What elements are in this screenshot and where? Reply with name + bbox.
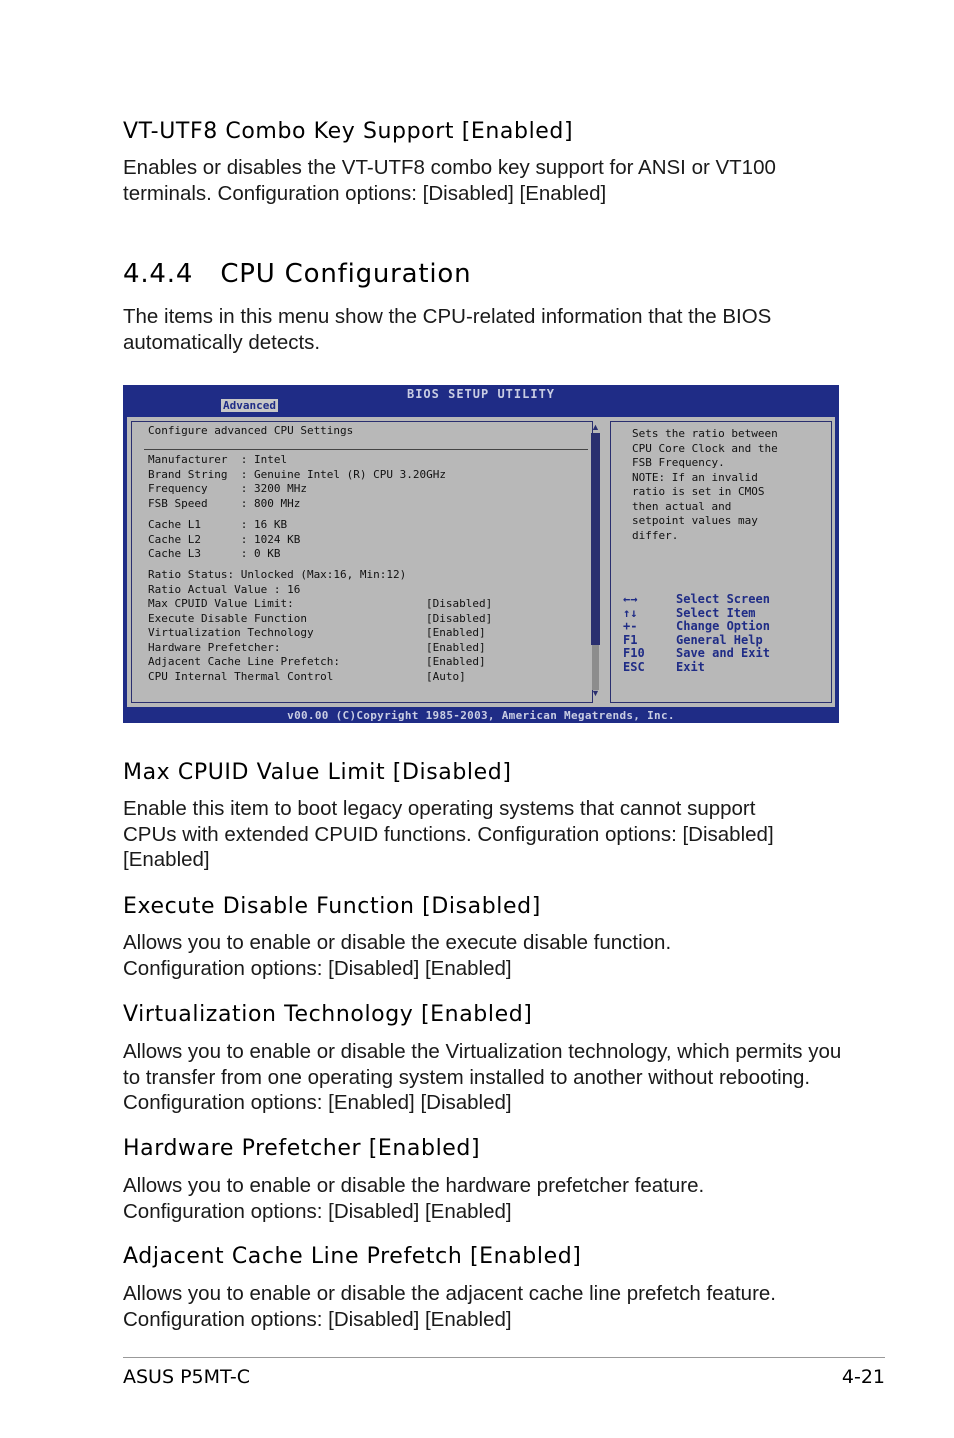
bios-key-list: ←→ ↑↓ +- F1 F10 ESC — [623, 592, 645, 674]
bios-setting-label: Max CPUID Value Limit: — [148, 597, 294, 610]
bios-copyright: v00.00 (C)Copyright 1985-2003, American Megatrends, Inc. — [287, 709, 675, 722]
bios-setting-row[interactable] — [148, 626, 588, 641]
section-heading-execute-disable: Execute Disable Function [Disabled] — [123, 894, 541, 919]
bios-setting-value: [Disabled] — [426, 611, 493, 625]
bios-body — [127, 417, 835, 707]
bios-cpu-info: Manufacturer : Intel Brand String : Genuine Intel (R) CPU 3.20GHz Frequency : 3200 MHz FSB Speed : 800 MHz — [148, 453, 447, 510]
bios-help-panel — [610, 421, 832, 703]
bios-setting-value: [Auto] — [426, 669, 466, 683]
footer-rule — [123, 1357, 885, 1358]
bios-setting-label: Adjacent Cache Line Prefetch: — [148, 655, 341, 668]
bios-setting-row[interactable] — [148, 612, 588, 627]
bios-settings-list — [148, 597, 588, 684]
bios-setting-value: [Enabled] — [426, 655, 486, 668]
bios-setting-label: Execute Disable Function — [148, 611, 307, 625]
bios-setting-row[interactable] — [148, 655, 588, 670]
section-body-vt-utf8: Enables or disables the VT-UTF8 combo key support for ANSI or VT100 terminals. Configuration options: [Disabled] [Enabled] — [123, 156, 776, 205]
bios-cache-info: Cache L1 : 16 KB Cache L2 : 1024 KB Cache L3 : 0 KB — [148, 518, 301, 560]
bios-panel-header: Configure advanced CPU Settings — [148, 424, 354, 437]
bios-setting-value: [Enabled] — [426, 640, 486, 654]
section-body-execute-disable: Allows you to enable or disable the execute disable function. Configuration options: [Disabled] [Enabled] — [123, 931, 672, 980]
bios-help-text: Sets the ratio between CPU Core Clock and the FSB Frequency. NOTE: If an invalid ratio is set in CMOS then actual and setpoint values may differ. — [632, 427, 778, 542]
section-heading-max-cpuid: Max CPUID Value Limit [Disabled] — [123, 760, 512, 785]
bios-setting-value: [Disabled] — [426, 597, 493, 610]
footer-page-number: 4-21 — [841, 1366, 885, 1388]
bios-tab-advanced[interactable]: Advanced — [223, 399, 276, 412]
section-body-max-cpuid: Enable this item to boot legacy operating systems that cannot support CPUs with extended CPUID functions. Configuration options: [Disabled] [Enabled] — [123, 797, 774, 871]
section-body-cpu-configuration: The items in this menu show the CPU-related information that the BIOS automatically detects. — [123, 305, 772, 354]
bios-separator — [144, 449, 588, 450]
section-heading-hardware-prefetcher: Hardware Prefetcher [Enabled] — [123, 1136, 481, 1161]
section-body-hardware-prefetcher: Allows you to enable or disable the hardware prefetcher feature. Configuration options: [Disabled] [Enabled] — [123, 1174, 705, 1223]
section-heading-cpu-configuration: 4.4.4 CPU Configuration — [123, 259, 472, 289]
bios-key-actions: Select Screen Select Item Change Option General Help Save and Exit Exit — [676, 592, 770, 674]
bios-setting-label: Virtualization Technology — [148, 626, 314, 639]
bios-screenshot — [123, 385, 839, 723]
bios-title: BIOS SETUP UTILITY — [406, 387, 556, 401]
bios-setting-value: [Enabled] — [426, 626, 486, 639]
scroll-up-arrow-icon[interactable]: ▲ — [591, 422, 600, 432]
bios-ratio-info: Ratio Status: Unlocked (Max:16, Min:12) Ratio Actual Value : 16 — [148, 568, 407, 596]
bios-setting-label: CPU Internal Thermal Control — [148, 669, 334, 683]
section-body-adjacent-cache: Allows you to enable or disable the adjacent cache line prefetch feature. Configuration options: [Disabled] [Enabled] — [123, 1282, 776, 1331]
bios-setting-label: Hardware Prefetcher: — [148, 640, 281, 654]
footer-product-name: ASUS P5MT-C — [123, 1366, 250, 1388]
bios-setting-row[interactable] — [148, 641, 588, 656]
bios-setting-row[interactable] — [148, 670, 588, 685]
scroll-thumb[interactable] — [591, 433, 600, 645]
section-heading-vt-utf8: VT-UTF8 Combo Key Support [Enabled] — [123, 119, 574, 144]
section-heading-adjacent-cache: Adjacent Cache Line Prefetch [Enabled] — [123, 1244, 582, 1269]
section-heading-virtualization: Virtualization Technology [Enabled] — [123, 1002, 533, 1027]
scroll-down-arrow-icon[interactable]: ▼ — [591, 688, 600, 698]
bios-scrollbar[interactable] — [591, 423, 600, 699]
bios-setting-row[interactable] — [148, 597, 588, 612]
section-body-virtualization: Allows you to enable or disable the Virtualization technology, which permits you to transfer from one operating system installed to another without rebooting. Configuration options: [Enabled] [Disabled] — [123, 1040, 842, 1114]
bios-settings-panel — [131, 421, 593, 703]
